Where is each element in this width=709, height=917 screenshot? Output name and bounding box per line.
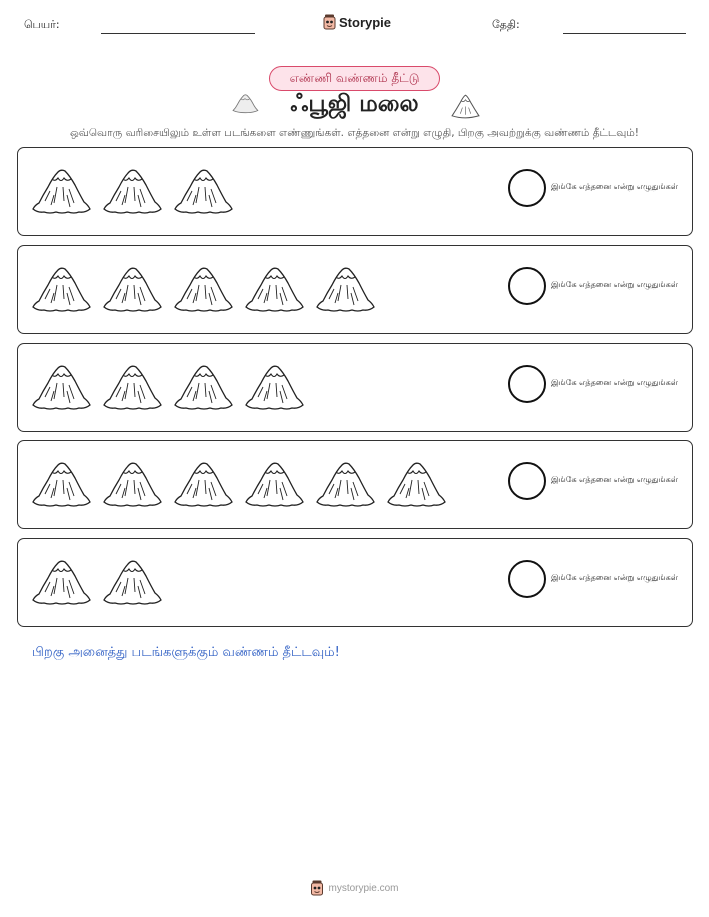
mountain-icon	[101, 556, 163, 606]
page-title: ஃபூஜி மலை	[290, 91, 419, 117]
mountain-icon	[101, 263, 163, 313]
mountain-icon	[101, 458, 163, 508]
storypie-logo-icon	[323, 14, 336, 30]
footer-url: mystorypie.com	[328, 882, 399, 894]
mountain-icon	[314, 263, 376, 313]
mountain-icon	[172, 263, 234, 313]
answer-label: இங்கே எத்தனை என்று எழுதுங்கள்	[551, 280, 678, 289]
storypie-logo-icon	[310, 880, 324, 896]
mountain-icon	[449, 92, 481, 120]
mountain-icon	[243, 361, 305, 411]
mountain-icon	[30, 165, 92, 215]
counting-row	[17, 245, 693, 334]
mountain-icon	[243, 263, 305, 313]
brand-logo	[323, 14, 391, 30]
mountain-icon	[385, 458, 447, 508]
name-label: பெயர்:	[24, 18, 60, 31]
mountain-icon	[172, 165, 234, 215]
answer-label: இங்கே எத்தனை என்று எழுதுங்கள்	[551, 378, 678, 387]
brand-name: Storypie	[339, 14, 392, 30]
mountain-icon	[101, 361, 163, 411]
mountain-icon	[172, 458, 234, 508]
mountain-group	[30, 458, 447, 508]
name-line	[101, 33, 255, 34]
answer-label: இங்கே எத்தனை என்று எழுதுங்கள்	[551, 182, 678, 191]
counting-row	[17, 343, 693, 432]
date-label: தேதி:	[492, 18, 520, 31]
footer-brand	[0, 880, 709, 896]
counting-row	[17, 440, 693, 529]
mountain-icon	[172, 361, 234, 411]
mountain-group	[30, 361, 305, 411]
counting-row	[17, 538, 693, 627]
mountain-group	[30, 556, 163, 606]
answer-label: இங்கே எத்தனை என்று எழுதுங்கள்	[551, 475, 678, 484]
instructions: ஒவ்வொரு வரிசையிலும் உள்ள படங்களை எண்ணுங்கள். எத்தனை என்று எழுதி, பிறகு அவற்றுக்கு வண்ணம் தீட்டவும்!	[70, 127, 639, 139]
answer-circle[interactable]	[508, 267, 546, 305]
date-line	[563, 33, 686, 34]
mountain-icon	[314, 458, 376, 508]
mountain-icon	[30, 361, 92, 411]
mountain-icon	[30, 556, 92, 606]
mountain-group	[30, 165, 234, 215]
answer-circle[interactable]	[508, 560, 546, 598]
counting-row	[17, 147, 693, 236]
mountain-icon	[30, 263, 92, 313]
answer-circle[interactable]	[508, 462, 546, 500]
answer-circle[interactable]	[508, 169, 546, 207]
mountain-icon	[243, 458, 305, 508]
mountain-icon	[101, 165, 163, 215]
mountain-group	[30, 263, 376, 313]
answer-circle[interactable]	[508, 365, 546, 403]
mountain-icon	[30, 458, 92, 508]
answer-label: இங்கே எத்தனை என்று எழுதுங்கள்	[551, 573, 678, 582]
worksheet-header	[0, 12, 709, 42]
activity-badge: எண்ணி வண்ணம் தீட்டு	[269, 66, 440, 91]
footer-instruction: பிறகு அனைத்து படங்களுக்கும் வண்ணம் தீட்டவும்!	[32, 645, 340, 660]
